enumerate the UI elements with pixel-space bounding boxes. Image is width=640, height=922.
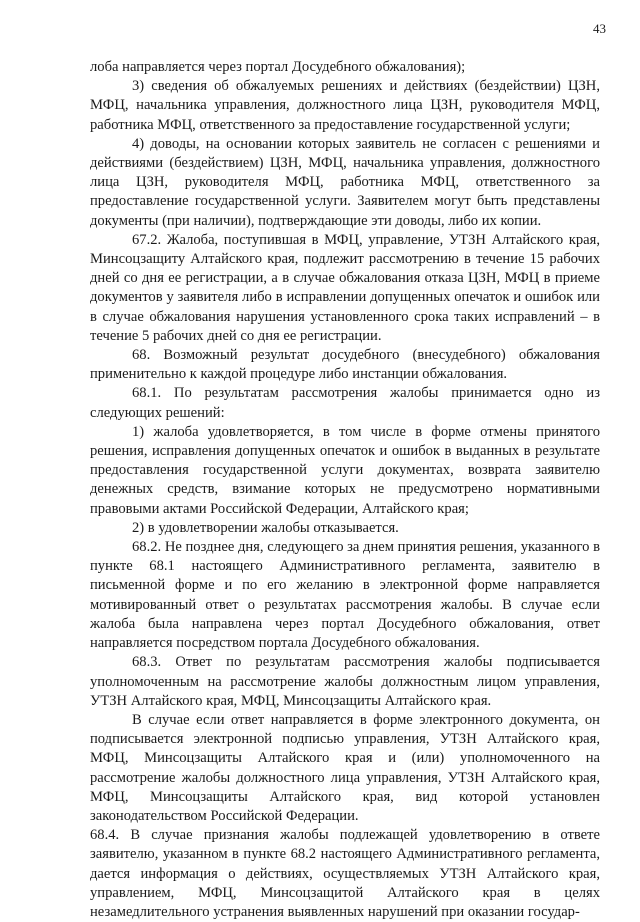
paragraph: В случае если ответ направляется в форме электронного документа, он подписывается электронной подписью управления, УТЗН Алтайского края, МФЦ, Минсоцзащиты Алтайского края и (или) уполномоченного на рассмотрение жалобы должностного лица управления, УТЗН Алтайского края, МФЦ, Минсоцзащиты Алтайского края, вид которой установлен законодательством Российской Федерации. — [90, 711, 600, 824]
paragraph: лоба направляется через портал Досудебного обжалования); — [90, 59, 466, 75]
paragraph: 68. Возможный результат досудебного (внесудебного) обжалования применительно к каждой процедуре либо инстанции обжалования. — [90, 347, 600, 383]
paragraph: 67.2. Жалоба, поступившая в МФЦ, управление, УТЗН Алтайского края, Минсоцзащиту Алтайского края, подлежит рассмотрению в течение 15 рабочих дней со дня ее регистрации, а в случае обжалования отказа ЦЗН, МФЦ в приеме документов у заявителя либо в исправлении допущенных опечаток и ошибок или в случае обжалования нарушения установленного срока таких исправлений – в течение 5 рабочих дней со дня ее регистрации. — [90, 231, 600, 344]
paragraph: 3) сведения об обжалуемых решениях и действиях (бездействии) ЦЗН, МФЦ, начальника управления, должностного лица ЦЗН, руководителя МФЦ, работника МФЦ, ответственного за предоставление государственной услуги; — [90, 78, 600, 133]
paragraph: 68.1. По результатам рассмотрения жалобы принимается одно из следующих решений: — [90, 385, 600, 421]
paragraph: 68.4. В случае признания жалобы подлежащей удовлетворению в ответе заявителю, указанном в пункте 68.2 настоящего Административного регламента, дается информация о действиях, осуществляемых УТЗН Алтайского края, управлением, МФЦ, Минсоцзащитой Алтайского края в целях незамедлительного устранения выявленных нарушений при оказании государ- — [90, 827, 600, 920]
page-number: 43 — [593, 21, 606, 36]
paragraph: 68.2. Не позднее дня, следующего за днем принятия решения, указанного в пункте 68.1 настоящего Административного регламента, заявителю в письменной форме и по его желанию в электронной форме направляется мотивированный ответ о результатах рассмотрения жалобы. В случае если жалоба была направлена через портал Досудебного обжалования, ответ направляется посредством портала Досудебного обжалования. — [90, 539, 600, 652]
paragraph: 2) в удовлетворении жалобы отказывается. — [132, 519, 399, 536]
document-body — [90, 58, 600, 922]
paragraph: 68.3. Ответ по результатам рассмотрения жалобы подписывается уполномоченным на рассмотрение жалобы должностным лицом управления, УТЗН Алтайского края, МФЦ, Минсоцзащиты Алтайского края. — [90, 654, 600, 709]
paragraph: 1) жалоба удовлетворяется, в том числе в форме отмены принятого решения, исправления допущенных опечаток и ошибок в выданных в результате предоставления государственной услуги документах, возврата заявителю денежных средств, взимание которых не предусмотрено нормативными правовыми актами Российской Федерации, Алтайского края; — [90, 423, 600, 517]
paragraph: 4) доводы, на основании которых заявитель не согласен с решениями и действиями (бездействием) ЦЗН, МФЦ, начальника управления, должностного лица ЦЗН, руководителя МФЦ, работника МФЦ, ответственного за предоставление государственной услуги. Заявителем могут быть представлены документы (при наличии), подтверждающие эти доводы, либо их копии. — [90, 135, 600, 229]
